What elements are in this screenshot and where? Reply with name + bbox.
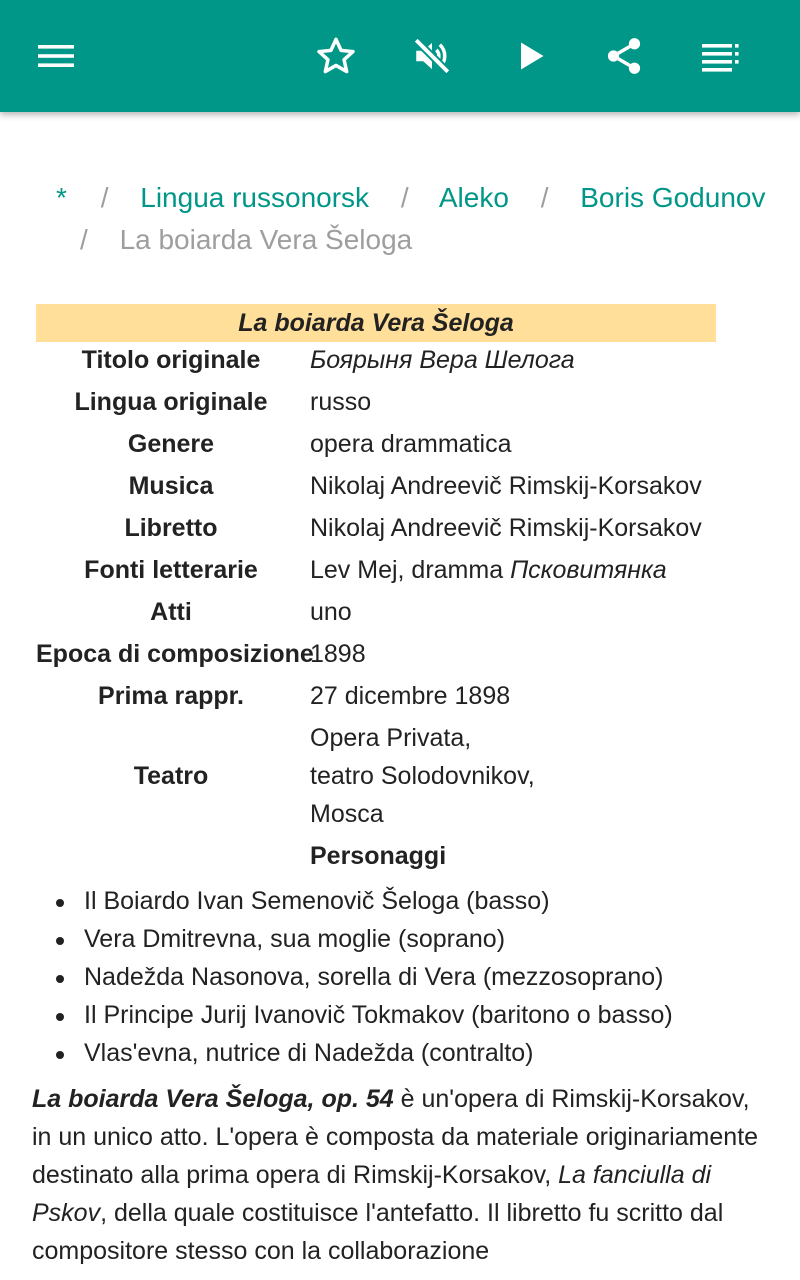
infobox-label: Genere bbox=[127, 430, 215, 458]
infobox-value: russo bbox=[310, 388, 372, 416]
list-item: Il Boiardo Ivan Semenovič Šeloga (basso) bbox=[32, 882, 772, 920]
infobox-value: uno bbox=[310, 598, 352, 626]
infobox-value: 27 dicembre 1898 bbox=[310, 682, 511, 710]
infobox-value: Nikolaj Andreevič Rimskij-Korsakov bbox=[310, 472, 702, 500]
infobox-value: opera drammatica bbox=[310, 430, 512, 458]
breadcrumb-separator: / bbox=[80, 224, 88, 255]
infobox-label: Prima rappr. bbox=[98, 682, 244, 710]
infobox-label: Musica bbox=[128, 472, 214, 500]
infobox-label: Lingua originale bbox=[74, 388, 268, 416]
menu-icon bbox=[36, 36, 76, 76]
play-button[interactable] bbox=[494, 20, 566, 92]
infobox-label: Titolo originale bbox=[81, 346, 261, 374]
menu-button[interactable] bbox=[20, 20, 92, 92]
characters-heading: Personaggi bbox=[310, 842, 447, 870]
list-item: Vera Dmitrevna, sua moglie (soprano) bbox=[32, 920, 772, 958]
breadcrumb-item-aleko[interactable]: Aleko bbox=[438, 182, 509, 213]
article-lead: La boiarda Vera Šeloga, op. 54 bbox=[32, 1085, 394, 1113]
article-intro: La boiarda Vera Šeloga, op. 54 è un'opera di Rimskij-Korsakov, in un unico atto. L'opera è composta da materiale originariamente destinato alla prima opera di Rimskij-Korsakov, La fanciulla di Pskov, della quale costituisce l'antefatto. Il libretto fu scritto dal compositore stesso con la collaborazione bbox=[32, 1085, 759, 1265]
infobox-label: Fonti letterarie bbox=[84, 556, 258, 584]
breadcrumb-item-lingua-russonorsk[interactable]: Lingua russonorsk bbox=[140, 182, 370, 213]
volume-off-icon bbox=[411, 35, 453, 77]
mute-button[interactable] bbox=[396, 20, 468, 92]
infobox-value: Nikolaj Andreevič Rimskij-Korsakov bbox=[310, 514, 702, 542]
breadcrumb-separator: / bbox=[540, 182, 549, 213]
playlist-icon bbox=[700, 36, 740, 76]
list-item: Vlas'evna, nutrice di Nadežda (contralto) bbox=[32, 1034, 772, 1072]
characters-list bbox=[32, 882, 772, 1072]
infobox-value: Opera Privata, teatro Solodovnikov, Mosca bbox=[310, 724, 535, 828]
breadcrumb-current: La boiarda Vera Šeloga bbox=[119, 224, 413, 255]
star-icon bbox=[315, 35, 357, 77]
infobox-label: Teatro bbox=[133, 762, 209, 790]
breadcrumb-item-boris-godunov[interactable]: Boris Godunov bbox=[580, 182, 766, 213]
infobox-label: Libretto bbox=[124, 514, 218, 542]
list-item: Nadežda Nasonova, sorella di Vera (mezzosoprano) bbox=[32, 958, 772, 996]
contents-button[interactable] bbox=[684, 20, 756, 92]
list-item: Il Principe Jurij Ivanovič Tokmakov (baritono o basso) bbox=[32, 996, 772, 1034]
infobox-value: 1898 bbox=[310, 640, 366, 668]
share-icon bbox=[603, 35, 645, 77]
infobox bbox=[36, 304, 716, 870]
infobox-label: Epoca di composizione bbox=[36, 640, 314, 668]
share-button[interactable] bbox=[588, 20, 660, 92]
breadcrumb-item-home[interactable]: * bbox=[56, 182, 67, 213]
app-toolbar bbox=[0, 0, 800, 112]
infobox-title: La boiarda Vera Šeloga bbox=[36, 304, 716, 342]
play-icon bbox=[512, 38, 548, 74]
infobox-value: Lev Mej, dramma Псковитянка bbox=[310, 556, 667, 584]
infobox-value: Боярыня Вера Шелога bbox=[310, 346, 575, 374]
infobox-label: Atti bbox=[150, 598, 192, 626]
breadcrumb-separator: / bbox=[400, 182, 409, 213]
breadcrumb-separator: / bbox=[100, 182, 109, 213]
favorite-button[interactable] bbox=[300, 20, 372, 92]
